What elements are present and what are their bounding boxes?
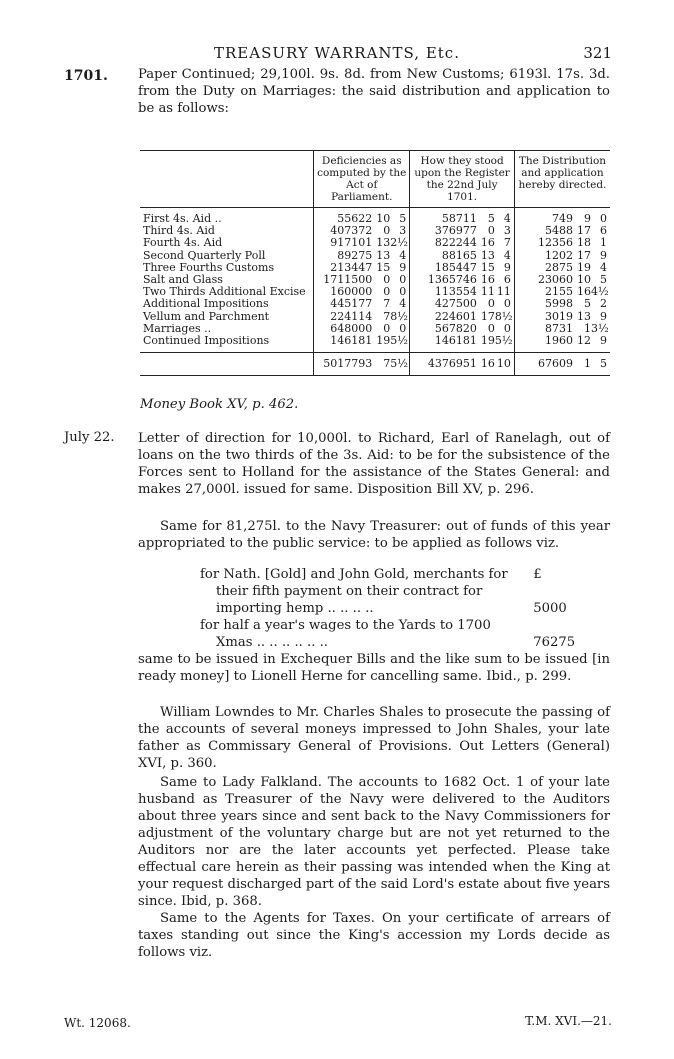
- row-value-c1: 445177 7 4: [314, 298, 410, 310]
- total-deficiencies: 5017793 75½: [314, 353, 410, 376]
- table-row: [140, 298, 610, 310]
- row-value-c2: 822244 16 7: [410, 237, 515, 249]
- row-value-c1: 146181 195½: [314, 335, 410, 353]
- payment-item-2-text: for half a year's wages to the Yards to 1700 Xmas .. .. .. .. .. ..: [200, 618, 491, 650]
- row-label: Two Thirds Additional Excise: [143, 285, 306, 299]
- row-value-c3: 5998 5 2: [514, 298, 610, 310]
- table-row: [140, 237, 610, 249]
- row-label: Third 4s. Aid: [143, 224, 215, 238]
- page-number: 321: [583, 44, 612, 62]
- row-value-c3: 2875 19 4: [514, 262, 610, 274]
- totals-label: [140, 353, 314, 376]
- row-value-c1: 1711500 0 0: [314, 274, 410, 286]
- table-row: [140, 250, 610, 262]
- row-value-c1: 89275 13 4: [314, 250, 410, 262]
- row-label: Second Quarterly Poll: [143, 248, 266, 262]
- row-value-c2: 113554 11 11: [410, 286, 515, 298]
- row-value-c1: 648000 0 0: [314, 323, 410, 335]
- row-value-c1: 917101 132½: [314, 237, 410, 249]
- row-value-c3: 12356 18 1: [514, 237, 610, 249]
- entry-paragraph-6: Same to the Agents for Taxes. On your certificate of arrears of taxes standing out since the King's accession my Lords decide as follows viz.: [138, 911, 610, 960]
- row-label: Additional Impositions: [143, 297, 269, 311]
- row-value-c1: 160000 0 0: [314, 286, 410, 298]
- row-value-c2: 1365746 16 6: [410, 274, 515, 286]
- row-label: First 4s. Aid ..: [143, 212, 222, 225]
- row-value-c2: 567820 0 0: [410, 323, 515, 335]
- table-reference: Money Book XV, p. 462.: [140, 397, 299, 412]
- row-value-c2: 58711 5 4: [410, 208, 515, 226]
- row-value-c3: 1960 12 9: [514, 335, 610, 353]
- col-header-register: How they stood upon the Register the 22nd July 1701.: [410, 151, 515, 208]
- row-value-c2: 427500 0 0: [410, 298, 515, 310]
- margin-year: 1701.: [64, 68, 108, 84]
- payment-item-1-text: for Nath. [Gold] and John Gold, merchants for their fifth payment on their contract for importing hemp .. .. .. ..: [200, 567, 508, 616]
- col-header-distribution: The Distribution and application hereby directed.: [514, 151, 610, 208]
- entry-paragraph-4: William Lowndes to Mr. Charles Shales to prosecute the passing of the accounts of several moneys impressed to John Shales, your late father as Commissary General of Provisions. Out Letters (General) XVI, p. 360.: [138, 705, 610, 771]
- row-value-c3: 8731 13½: [514, 323, 610, 335]
- table-row: [140, 208, 610, 226]
- payment-item-1: [200, 566, 610, 617]
- table-row: [140, 335, 610, 353]
- total-distribution: 67609 1 5: [514, 353, 610, 376]
- payment-item-1-amount: 5000: [533, 601, 567, 616]
- row-value-c2: 376977 0 3: [410, 225, 515, 237]
- table-header-blank: [140, 151, 314, 208]
- distribution-table: [140, 150, 610, 376]
- row-label: Fourth 4s. Aid: [143, 236, 223, 250]
- row-value-c3: 1202 17 9: [514, 250, 610, 262]
- row-value-c1: 224114 78½: [314, 311, 410, 323]
- row-value-c1: 213447 15 9: [314, 262, 410, 274]
- entry-paragraph-5: Same to Lady Falkland. The accounts to 1682 Oct. 1 of your late husband as Treasurer of the Navy were delivered to the Auditors about three years since and sent back to the Navy Commissioners for adjustment of the voluntary charge but are not yet returned to the Auditors nor are the later accounts yet perfected. Please take effectual care herein as their passing was intended when the King at your request discharged part of the said Lord's estate about five years since. Ibid, p. 368.: [138, 775, 610, 909]
- table-row: [140, 311, 610, 323]
- currency-symbol: £: [533, 567, 542, 582]
- entry-paragraph-1: Letter of direction for 10,000l. to Richard, Earl of Ranelagh, out of loans on the two thirds of the 3s. Aid: to be for the subsistence of the Forces sent to Holland for the assistance of the States General: and makes 27,000l. issued for same. Disposition Bill XV, p. 296.: [138, 431, 610, 497]
- row-label: Continued Impositions: [143, 334, 270, 348]
- row-value-c2: 146181 195½: [410, 335, 515, 353]
- row-value-c3: 749 9 0: [514, 208, 610, 226]
- entry-paragraph-2: Same for 81,275l. to the Navy Treasurer: out of funds of this year appropriated to the public service: to be applied as follows viz.: [138, 519, 610, 551]
- row-label: Salt and Glass: [143, 273, 223, 287]
- payment-item-2-amount: 76275: [533, 635, 576, 650]
- payment-item-2: [200, 617, 610, 651]
- entry-date: July 22.: [64, 430, 115, 445]
- row-value-c2: 185447 15 9: [410, 262, 515, 274]
- row-value-c2: 224601 178½: [410, 311, 515, 323]
- row-label: Marriages ..: [143, 321, 212, 335]
- col-header-deficiencies: Deficiencies as computed by the Act of Parliament.: [314, 151, 410, 208]
- row-label: Vellum and Parchment: [143, 309, 270, 323]
- entry-paragraph-3: same to be issued in Exchequer Bills and the like sum to be issued [in ready money] to Lionell Herne for cancelling same. Ibid., p. 299.: [138, 652, 610, 684]
- totals-row: [140, 353, 610, 376]
- row-label: Three Fourths Customs: [143, 260, 275, 274]
- row-value-c3: 3019 13 9: [514, 311, 610, 323]
- footer-print-mark: Wt. 12068.: [64, 1016, 131, 1030]
- row-value-c2: 88165 13 4: [410, 250, 515, 262]
- row-value-c1: 55622 10 5: [314, 208, 410, 226]
- row-value-c1: 407372 0 3: [314, 225, 410, 237]
- row-value-c3: 5488 17 6: [514, 225, 610, 237]
- row-value-c3: 23060 10 5: [514, 274, 610, 286]
- running-title: TREASURY WARRANTS, Etc.: [214, 44, 460, 62]
- footer-signature-mark: T.M. XVI.—21.: [525, 1014, 612, 1028]
- intro-paragraph: Paper Continued; 29,100l. 9s. 8d. from New Customs; 6193l. 17s. 3d. from the Duty on Marriages: the said distribution and application to be as follows:: [138, 67, 610, 116]
- total-register: 4376951 16 10: [410, 353, 515, 376]
- row-value-c3: 2155 164½: [514, 286, 610, 298]
